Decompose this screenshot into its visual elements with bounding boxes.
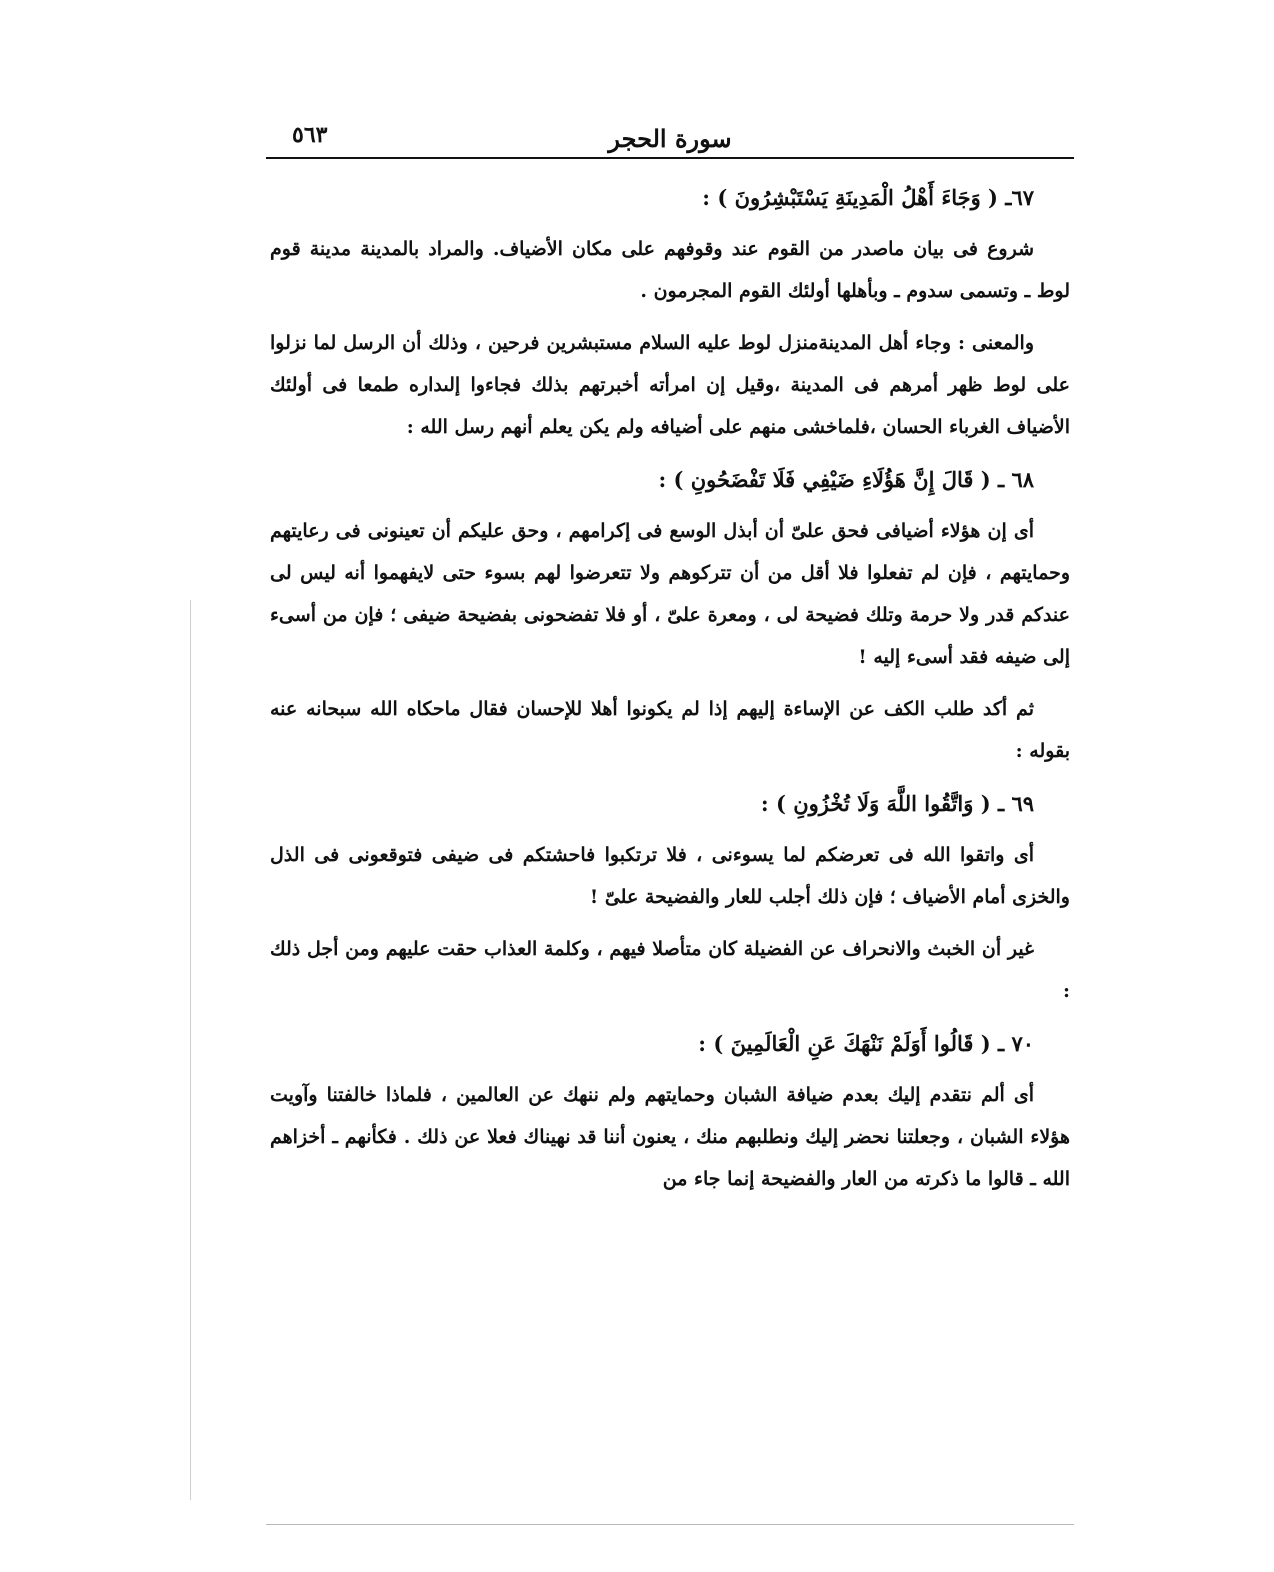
- commentary-paragraph: ثم أكد طلب الكف عن الإساءة إليهم إذا لم يكونوا أهلا للإحسان فقال ماحكاه الله سبحانه عنه بقوله :: [270, 698, 1070, 762]
- verse-70: ٧٠ ـ ( قَالُوا أَوَلَمْ نَنْهَكَ عَنِ الْعَالَمِينَ ) :: [698, 1031, 1034, 1056]
- commentary-paragraph: غير أن الخبث والانحراف عن الفضيلة كان متأصلا فيهم ، وكلمة العذاب حقت عليهم ومن أجل ذلك :: [270, 938, 1070, 1002]
- page-number: ٥٦٣: [292, 122, 328, 148]
- page-body: [270, 176, 1070, 1210]
- scan-footer-line: [266, 1524, 1074, 1525]
- commentary-paragraph: أى واتقوا الله فى تعرضكم لما يسوءنى ، فلا ترتكبوا فاحشتكم فى ضيفى فتوقعونى فى الذل والخزى أمام الأضياف ؛ فإن ذلك أجلب للعار والفضيحة علىّ !: [270, 844, 1070, 908]
- verse-67: ٦٧ـ ( وَجَاءَ أَهْلُ الْمَدِينَةِ يَسْتَبْشِرُونَ ) :: [702, 185, 1034, 210]
- commentary-paragraph: شروع فى بيان ماصدر من القوم عند وقوفهم على مكان الأضياف. والمراد بالمدينة مدينة قوم لوط ـ وتسمى سدوم ـ وبأهلها أولئك القوم المجرمون .: [270, 238, 1070, 302]
- commentary-paragraph: أى ألم نتقدم إليك بعدم ضيافة الشبان وحمايتهم ولم ننهك عن العالمين ، فلماذا خالفتنا وآويت هؤلاء الشبان ، وجعلتنا نحضر إليك ونطلبهم منك ، يعنون أننا قد نهيناك فعلا عن ذلك . فكأنهم ـ أخزاهم الله ـ قالوا ما ذكرته من العار والفضيحة إنما جاء من: [270, 1084, 1070, 1190]
- surah-title: سورة الحجر: [608, 124, 732, 153]
- commentary-paragraph: أى إن هؤلاء أضيافى فحق علىّ أن أبذل الوسع فى إكرامهم ، وحق عليكم أن تعينونى فى رعايتهم وحمايتهم ، فإن لم تفعلوا فلا أقل من أن تتركوهم ولا تتعرضوا لهم بسوء حتى لايفهموا أنه ليس لى عندكم قدر ولا حرمة وتلك فضيحة لى ، ومعرة علىّ ، أو فلا تفضحونى بفضيحة ضيفى ؛ فإن من أسىء إلى ضيفه فقد أسىء إليه !: [270, 520, 1070, 668]
- verse-68: ٦٨ ـ ( قَالَ إِنَّ هَؤُلَاءِ ضَيْفِي فَلَا تَفْضَحُونِ ) :: [658, 467, 1034, 492]
- commentary-paragraph: والمعنى : وجاء أهل المدينةمنزل لوط عليه السلام مستبشرين فرحين ، وذلك أن الرسل لما نزلوا على لوط ظهر أمرهم فى المدينة ،وقيل إن امرأته أخبرتهم بذلك فجاءوا إلىداره طمعا فى أولئك الأضياف الغرباء الحسان ،فلماخشى منهم على أضيافه ولم يكن يعلم أنهم رسل الله :: [270, 332, 1070, 438]
- page-header: [266, 118, 1074, 158]
- header-divider: [266, 157, 1074, 159]
- verse-69: ٦٩ ـ ( وَاتَّقُوا اللَّهَ وَلَا تُخْزُونِ ) :: [760, 791, 1034, 816]
- scan-margin-line: [190, 600, 191, 1500]
